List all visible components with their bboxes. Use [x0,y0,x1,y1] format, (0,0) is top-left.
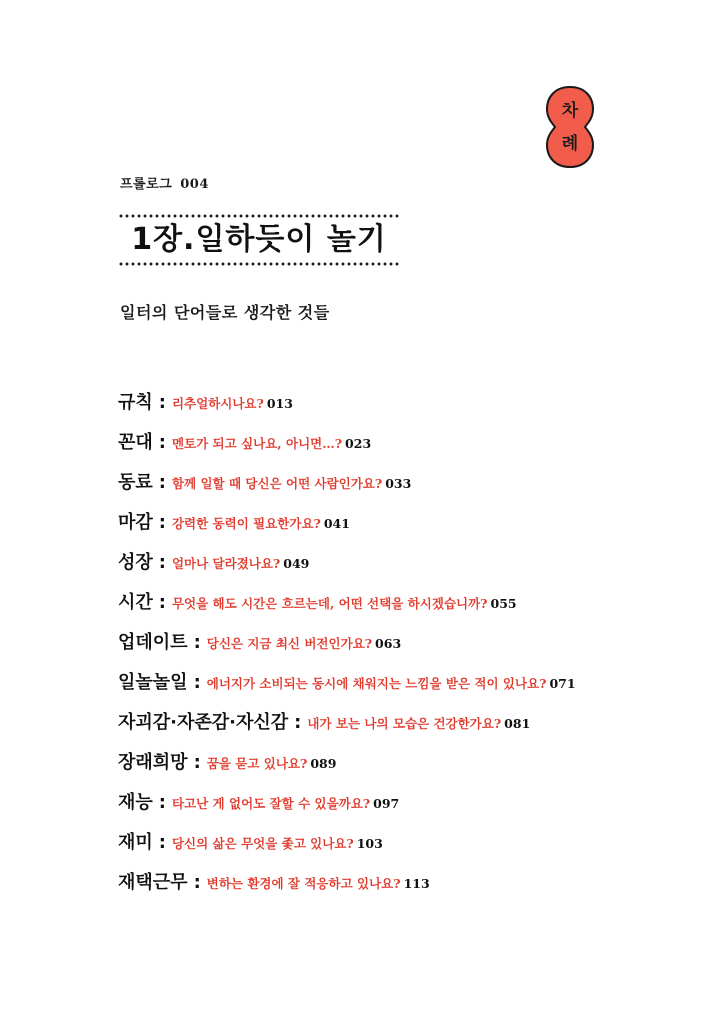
toc-entry-keyword: 일놀놀일 [118,672,188,693]
toc-entry-separator: : [193,752,201,773]
toc-entry-page: 049 [283,556,310,571]
toc-entry-page: 063 [375,636,402,651]
toc-entry-question: 꿈을 묻고 있나요? [206,756,308,771]
toc-entry-separator: : [158,592,166,613]
toc-entry[interactable] [118,828,708,868]
toc-entry-question: 당신의 삶은 무엇을 좇고 있나요? [171,836,354,851]
toc-entry-keyword: 재능 [118,792,153,813]
toc-entry-question: 내가 보는 나의 모습은 건강한가요? [307,716,502,731]
toc-entry[interactable] [118,388,708,428]
toc-entry[interactable] [118,748,708,788]
toc-entry-separator: : [158,392,166,413]
badge-char-1: 차 [561,101,579,121]
toc-entry-page: 055 [490,596,517,611]
toc-entry-page: 041 [323,516,350,531]
toc-entry-keyword: 재택근무 [118,872,188,893]
toc-entry-separator: : [158,832,166,853]
toc-entry-keyword: 재미 [118,832,153,853]
toc-entry-question: 에너지가 소비되는 동시에 채워지는 느낌을 받은 적이 있나요? [206,676,547,691]
toc-entry-page: 033 [385,476,412,491]
chapter-title: 1장.일하듯이 놀기 [131,222,387,257]
toc-entry-page: 113 [403,876,430,891]
toc-entry-keyword: 마감 [118,512,153,533]
toc-entry[interactable] [118,588,708,628]
toc-entry-keyword: 성장 [118,552,153,573]
toc-entry[interactable] [118,508,708,548]
toc-entry-question: 얼마나 달라졌나요? [171,556,281,571]
toc-entry[interactable] [118,428,708,468]
toc-entry-question: 함께 일할 때 당신은 어떤 사람인가요? [171,476,383,491]
toc-entry-keyword: 업데이트 [118,632,188,653]
toc-entry[interactable] [118,708,708,748]
toc-entry[interactable] [118,788,708,828]
toc-entry-page: 089 [310,756,337,771]
toc-entry-separator: : [158,792,166,813]
toc-entry-page: 013 [266,396,293,411]
toc-entry[interactable] [118,668,708,708]
toc-entry-separator: : [158,472,166,493]
toc-entry-keyword: 장래희망 [118,752,188,773]
toc-entry-question: 리추얼하시나요? [171,396,264,411]
toc-entry[interactable] [118,868,708,908]
toc-entry[interactable] [118,548,708,588]
toc-entry-question: 강력한 동력이 필요한가요? [171,516,321,531]
toc-entry-question: 변하는 환경에 잘 적응하고 있나요? [206,876,401,891]
toc-entry-separator: : [294,712,302,733]
toc-entry-separator: : [193,872,201,893]
toc-entry-question: 당신은 지금 최신 버전인가요? [206,636,373,651]
toc-entry-keyword: 꼰대 [118,432,153,453]
toc-entry-page: 023 [345,436,372,451]
toc-entry-separator: : [158,432,166,453]
toc-entry-keyword: 자괴감·자존감·자신감 [118,712,289,733]
prologue-page: 004 [180,177,209,192]
prologue-entry[interactable] [120,173,209,192]
toc-entry-page: 097 [373,796,400,811]
dotted-divider-top [118,214,400,218]
toc-entry-keyword: 규칙 [118,392,153,413]
toc-entry-question: 멘토가 되고 싶나요, 아니면…? [171,436,343,451]
dotted-divider-bottom [118,262,400,266]
toc-entry[interactable] [118,468,708,508]
chapter-subtitle: 일터의 단어들로 생각한 것들 [120,303,330,322]
toc-entry-question: 무엇을 해도 시간은 흐르는데, 어떤 선택을 하시겠습니까? [171,596,488,611]
prologue-label: 프롤로그 [120,177,173,192]
toc-entry-page: 071 [549,676,576,691]
toc-entry-separator: : [193,672,201,693]
toc-entry-keyword: 동료 [118,472,153,493]
toc-entry[interactable] [118,628,708,668]
toc-entry-question: 타고난 게 없어도 잘할 수 있을까요? [171,796,371,811]
toc-entry-keyword: 시간 [118,592,153,613]
badge-char-2: 례 [561,134,579,154]
contents-badge [545,85,595,169]
toc-entry-page: 081 [504,716,531,731]
toc-entry-separator: : [158,512,166,533]
table-of-contents [118,388,708,908]
toc-entry-separator: : [158,552,166,573]
toc-entry-page: 103 [356,836,383,851]
toc-entry-separator: : [193,632,201,653]
